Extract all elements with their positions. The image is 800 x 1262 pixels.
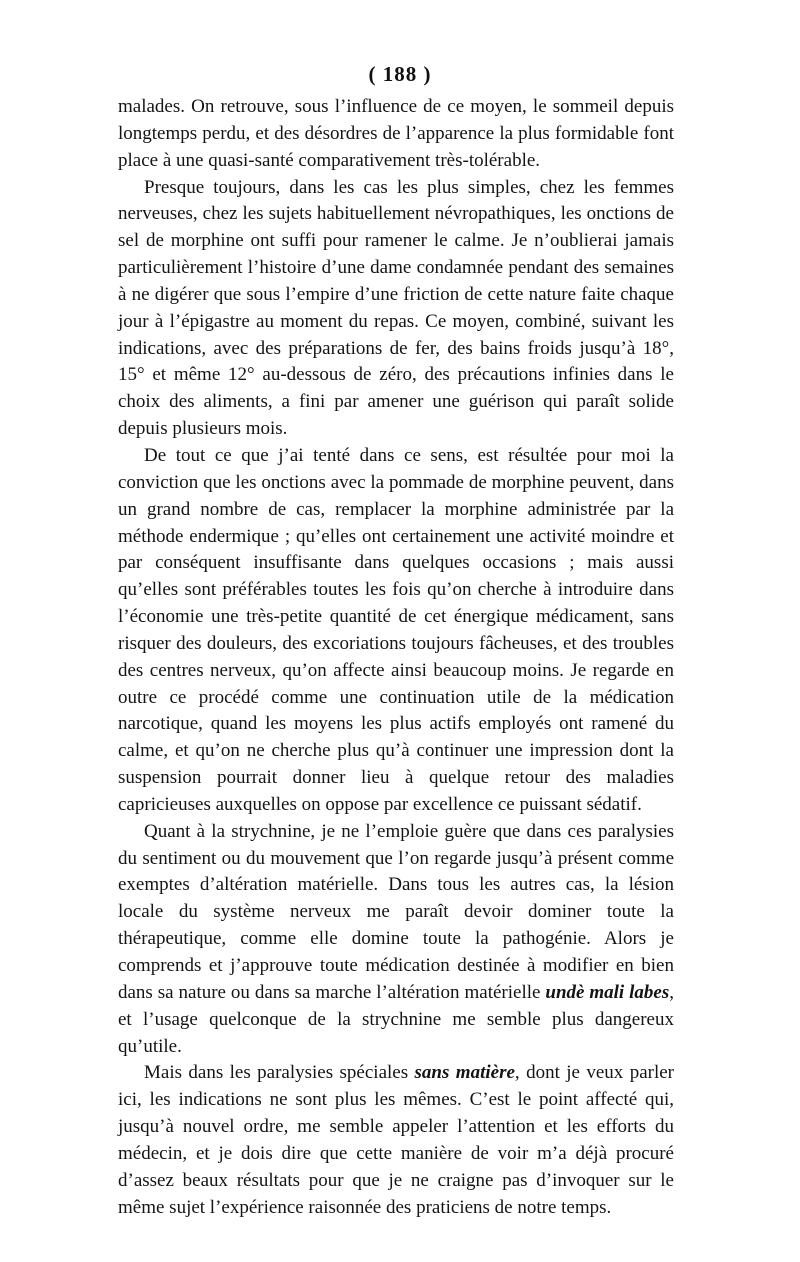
text-run: Mais dans les paralysies spéciales xyxy=(144,1062,415,1084)
page-body-text xyxy=(118,94,674,1221)
text-run: De tout ce que j’ai tenté dans ce sens, est résultée pour moi la conviction que les onctions avec la pommade de morphine peuvent, dans un grand nombre de cas, remplacer la morphine administrée par la méthode endermique ; qu’elles ont certainement une activité moindre et par conséquent insuffisante dans quelques occasions ; mais aussi qu’elles sont préférables toutes les fois qu’on cherche à introduire dans l’économie une très-petite quantité de cet énergique médicament, sans risquer des douleurs, des excoriations toujours fâcheuses, et des troubles des centres nerveux, qu’on affecte ainsi beaucoup moins. Je regarde en outre ce procédé comme une continuation utile de la médication narcotique, quand les moyens les plus actifs employés ont ramené du calme, et qu’on ne cherche plus qu’à continuer une impression dont la suspension pourrait donner lieu à quelque retour des maladies capricieuses auxquelles on oppose par excellence ce puissant sédatif. xyxy=(118,444,674,815)
italic-phrase: sans matière xyxy=(414,1062,515,1084)
page-number: ( 188 ) xyxy=(368,62,432,86)
text-run: malades. On retrouve, sous l’influence de ce moyen, le sommeil depuis longtemps perdu, et des désordres de l’apparence la plus formidable font place à une quasi-santé comparativement très-tolérable. xyxy=(118,96,674,171)
paragraph xyxy=(118,443,674,819)
italic-phrase: undè mali labes xyxy=(545,981,670,1003)
paragraph xyxy=(118,175,674,443)
text-run: , dont je veux parler ici, les indications ne sont plus les mêmes. C’est le point affecté qui, jusqu’à nouvel ordre, me semble appeler l’attention et les efforts du médecin, et je dois dire que cette manière de voir m’a déjà procuré d’assez beaux résultats pour que je ne craigne pas d’invoquer sur le même sujet l’expérience raisonnée des praticiens de notre temps. xyxy=(118,1062,675,1218)
text-run: Presque toujours, dans les cas les plus simples, chez les femmes nerveuses, chez les sujets habituellement névropathiques, les onctions de sel de morphine ont suffi pour ramener le calme. Je n’oublierai jamais particulièrement l’histoire d’une dame condamnée pendant des semaines à ne digérer que sous l’empire d’une friction de cette nature faite chaque jour à l’épigastre au moment du repas. Ce moyen, combiné, suivant les indications, avec des préparations de fer, des bains froids jusqu’à 18°, 15° et même 12° au-dessous de zéro, des précautions infinies dans le choix des aliments, a fini par amener une guérison qui paraît solide depuis plusieurs mois. xyxy=(118,176,674,440)
paragraph xyxy=(118,819,674,1061)
text-run: Quant à la strychnine, je ne l’emploie guère que dans ces paralysies du sentiment ou du mouvement que l’on regarde jusqu’à présent comme exemptes d’altération matérielle. Dans tous les autres cas, la lésion locale du système nerveux me paraît devoir dominer toute la thérapeutique, comme elle domine toute la pathogénie. Alors je comprends et j’approuve toute médication destinée à modifier en bien dans sa nature ou dans sa marche l’altération matérielle xyxy=(118,820,674,1003)
paragraph xyxy=(118,1060,674,1221)
text-run: , et l’usage quelconque de la strychnine me semble plus dangereux qu’utile. xyxy=(118,981,674,1057)
paragraph xyxy=(118,94,674,175)
